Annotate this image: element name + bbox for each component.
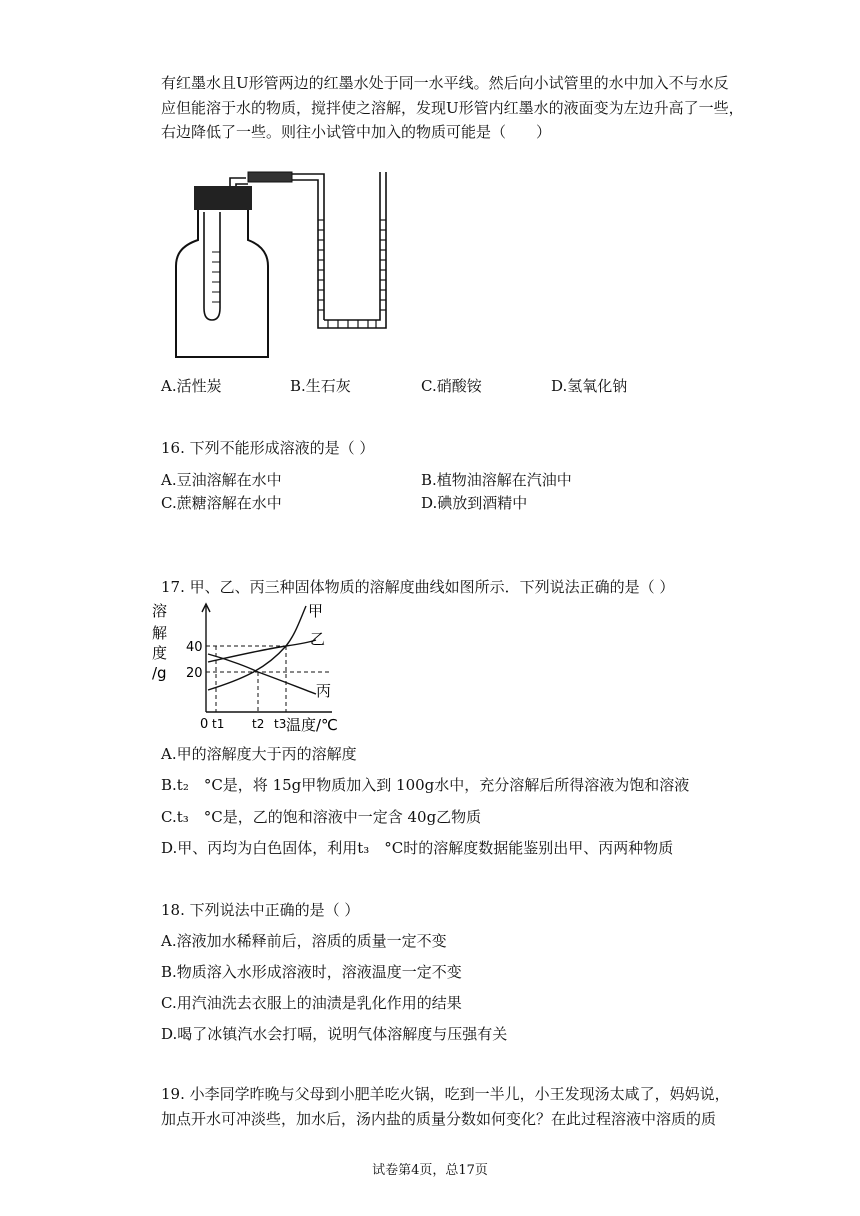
q17-stem: 17. 甲、乙、丙三种固体物质的溶解度曲线如图所示．下列说法正确的是（ ） (161, 578, 675, 596)
xtick-0: 0 (200, 717, 209, 732)
q18-option-b[interactable]: B.物质溶入水形成溶液时，溶液温度一定不变 (161, 963, 462, 981)
test-tube-water (212, 252, 220, 302)
red-ink (318, 220, 386, 328)
ylabel-char-1: 溶 (152, 602, 168, 620)
rubber-hose (248, 172, 292, 182)
q17-option-a[interactable]: A.甲的溶解度大于丙的溶解度 (161, 745, 357, 763)
series-label-bing: 丙 (316, 682, 332, 700)
xtick-t3: t3 (274, 717, 287, 731)
apparatus-figure (168, 160, 398, 364)
q17-option-d[interactable]: D.甲、丙均为白色固体，利用t₃ °C时的溶解度数据能鉴别出甲、丙两种物质 (161, 839, 674, 857)
ytick-40: 40 (186, 640, 203, 655)
q15-text-line-2: 应但能溶于水的物质，搅拌使之溶解，发现U形管内红墨水的液面变为左边升高了一些， (161, 99, 744, 117)
q19-text-line-2: 加点开水可冲淡些，加水后，汤内盐的质量分数如何变化？在此过程溶液中溶质的质 (161, 1110, 717, 1128)
test-tube (204, 212, 220, 320)
q16-option-a[interactable]: A.豆油溶解在水中 (161, 471, 282, 489)
q15-option-a[interactable]: A.活性炭 (161, 377, 222, 395)
page-footer: 试卷第4页，总17页 (372, 1163, 488, 1178)
q15-text-line-3: 右边降低了一些。则往小试管中加入的物质可能是（ ） (161, 123, 552, 141)
q16-option-b[interactable]: B.植物油溶解在汽油中 (421, 471, 572, 489)
q16-stem: 16. 下列不能形成溶液的是（ ） (161, 439, 375, 457)
solubility-chart (150, 600, 350, 739)
q17-option-c[interactable]: C.t₃ °C是，乙的饱和溶液中一定含 40g乙物质 (161, 808, 482, 826)
q16-option-c[interactable]: C.蔗糖溶解在水中 (161, 494, 282, 512)
q18-option-d[interactable]: D.喝了冰镇汽水会打嗝，说明气体溶解度与压强有关 (161, 1025, 508, 1043)
curve-bing (208, 654, 316, 694)
ytick-20: 20 (186, 666, 203, 681)
u-tube (318, 172, 386, 328)
xlabel: 温度/℃ (286, 716, 338, 734)
series-label-yi: 乙 (310, 630, 326, 648)
q16-option-d[interactable]: D.碘放到酒精中 (421, 494, 528, 512)
q18-option-a[interactable]: A.溶液加水稀释前后，溶质的质量一定不变 (161, 932, 447, 950)
q18-option-c[interactable]: C.用汽油洗去衣服上的油渍是乳化作用的结果 (161, 994, 462, 1012)
apparatus-diagram (168, 160, 398, 360)
bottle-outline (176, 204, 268, 357)
ylabel-char-4: /g (152, 664, 167, 682)
xtick-t2: t2 (252, 717, 265, 731)
q15-text-line-1: 有红墨水且U形管两边的红墨水处于同一水平线。然后向小试管里的水中加入不与水反 (161, 74, 729, 92)
q17-option-b[interactable]: B.t₂ °C是，将 15g甲物质加入到 100g水中，充分溶解后所得溶液为饱和溶液 (161, 776, 690, 794)
q15-option-b[interactable]: B.生石灰 (290, 377, 351, 395)
q15-option-d[interactable]: D.氢氧化钠 (551, 377, 628, 395)
curve-jia (208, 606, 306, 690)
q18-stem: 18. 下列说法中正确的是（ ） (161, 901, 360, 919)
stopper (194, 186, 252, 210)
solubility-chart-svg (150, 600, 350, 735)
ylabel-char-2: 解 (152, 624, 168, 642)
series-label-jia: 甲 (308, 602, 324, 620)
q19-text-line-1: 19. 小李同学昨晚与父母到小肥羊吃火锅，吃到一半儿，小王发现汤太咸了，妈妈说， (161, 1085, 730, 1103)
xtick-t1: t1 (212, 717, 225, 731)
q15-option-c[interactable]: C.硝酸铵 (421, 377, 482, 395)
ylabel-char-3: 度 (152, 644, 168, 662)
